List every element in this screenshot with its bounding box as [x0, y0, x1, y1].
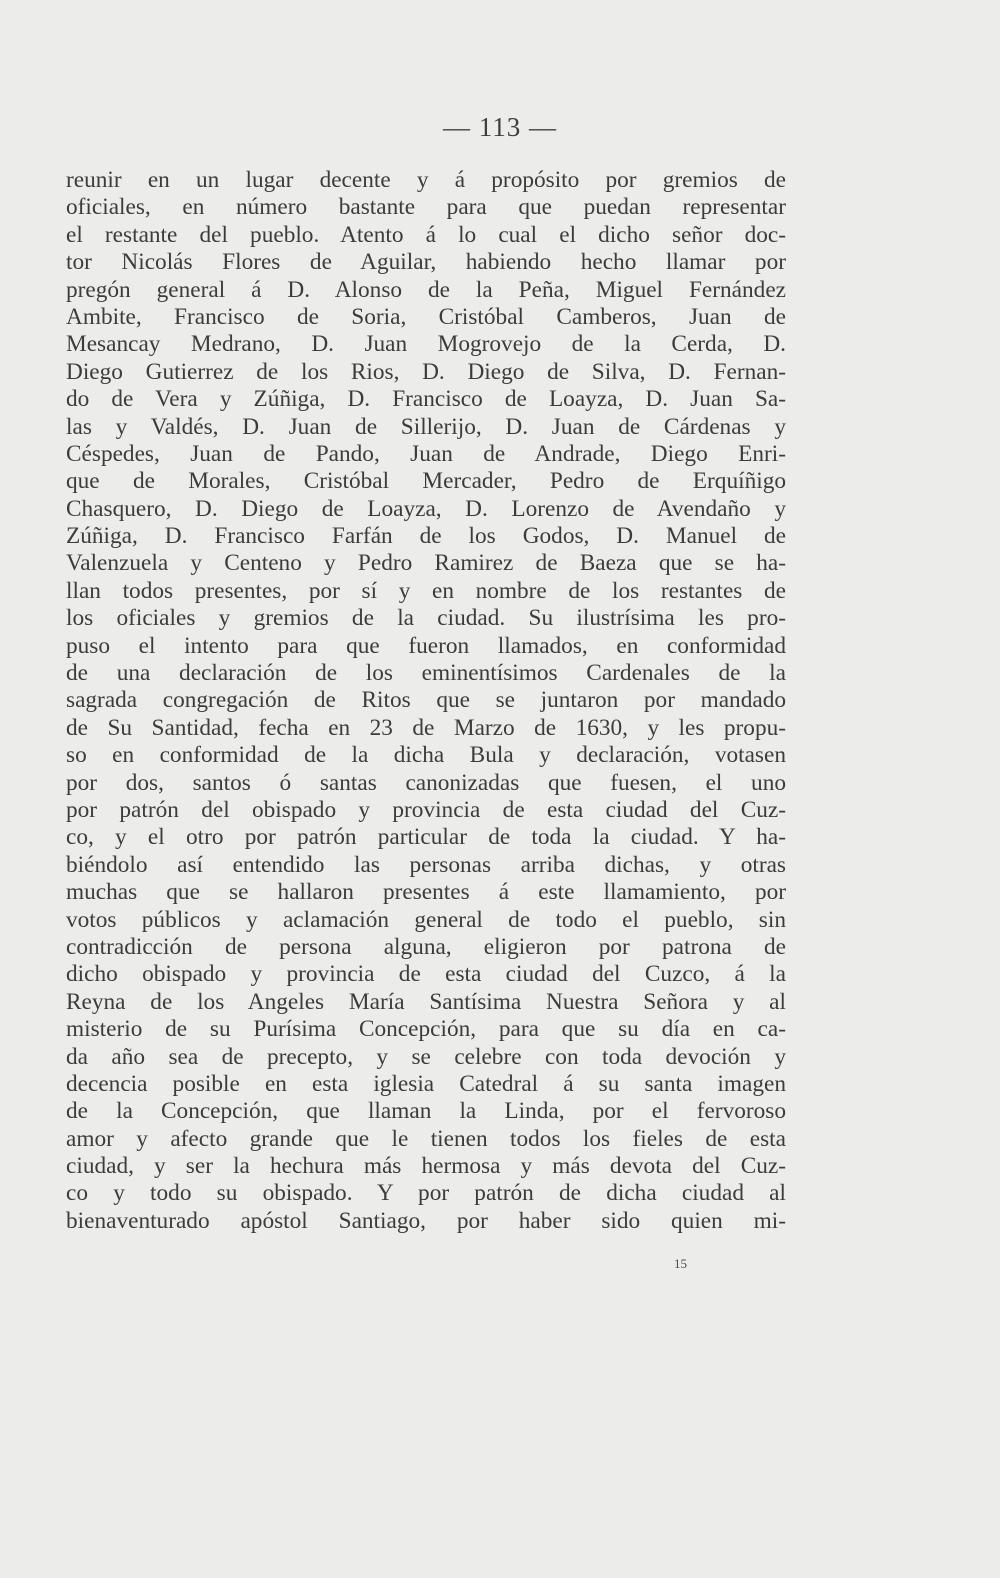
text-line: biéndolo así entendido las personas arriba dichas, y otras	[66, 851, 786, 878]
text-line: Zúñiga, D. Francisco Farfán de los Godos, D. Manuel de	[66, 523, 786, 550]
text-line: Reyna de los Angeles María Santísima Nuestra Señora y al	[66, 988, 786, 1015]
text-line: tor Nicolás Flores de Aguilar, habiendo hecho llamar por	[66, 249, 786, 276]
text-line: Mesancay Medrano, D. Juan Mogrovejo de la Cerda, D.	[66, 331, 786, 358]
text-line: ciudad, y ser la hechura más hermosa y más devota del Cuz-	[66, 1153, 786, 1180]
text-line: las y Valdés, D. Juan de Sillerijo, D. Juan de Cárdenas y	[66, 413, 786, 440]
text-line: Céspedes, Juan de Pando, Juan de Andrade, Diego Enri-	[66, 440, 786, 467]
text-line: sagrada congregación de Ritos que se juntaron por mandado	[66, 687, 786, 714]
text-line: Diego Gutierrez de los Rios, D. Diego de Silva, D. Fernan-	[66, 358, 786, 385]
text-line: Valenzuela y Centeno y Pedro Ramirez de Baeza que se ha-	[66, 550, 786, 577]
text-line: da año sea de precepto, y se celebre con toda devoción y	[66, 1043, 786, 1070]
text-line: por dos, santos ó santas canonizadas que fuesen, el uno	[66, 769, 786, 796]
text-line: contradicción de persona alguna, eligieron por patrona de	[66, 933, 786, 960]
text-line: co, y el otro por patrón particular de toda la ciudad. Y ha-	[66, 824, 786, 851]
text-line: co y todo su obispado. Y por patrón de dicha ciudad al	[66, 1180, 786, 1207]
text-line: de la Concepción, que llaman la Linda, por el fervoroso	[66, 1098, 786, 1125]
text-line: bienaventurado apóstol Santiago, por haber sido quien mi-	[66, 1207, 786, 1234]
text-line: puso el intento para que fueron llamados, en conformidad	[66, 632, 786, 659]
body-text	[66, 167, 786, 1235]
text-line: los oficiales y gremios de la ciudad. Su ilustrísima les pro-	[66, 605, 786, 632]
text-line: de Su Santidad, fecha en 23 de Marzo de 1630, y les propu-	[66, 714, 786, 741]
text-line: oficiales, en número bastante para que puedan representar	[66, 194, 786, 221]
text-line: que de Morales, Cristóbal Mercader, Pedro de Erquíñigo	[66, 468, 786, 495]
text-line: llan todos presentes, por sí y en nombre de los restantes de	[66, 577, 786, 604]
text-line: amor y afecto grande que le tienen todos los fieles de esta	[66, 1125, 786, 1152]
text-line: reunir en un lugar decente y á propósito por gremios de	[66, 167, 786, 193]
text-line: misterio de su Purísima Concepción, para que su día en ca-	[66, 1016, 786, 1043]
text-line: pregón general á D. Alonso de la Peña, Miguel Fernández	[66, 276, 786, 303]
page-number-header: — 113 —	[443, 112, 557, 142]
text-line: el restante del pueblo. Atento á lo cual el dicho señor doc-	[66, 221, 786, 248]
text-line: decencia posible en esta iglesia Catedral á su santa imagen	[66, 1070, 786, 1097]
text-line: so en conformidad de la dicha Bula y declaración, votasen	[66, 742, 786, 769]
text-line: por patrón del obispado y provincia de esta ciudad del Cuz-	[66, 796, 786, 823]
text-line: muchas que se hallaron presentes á este llamamiento, por	[66, 879, 786, 906]
text-line: votos públicos y aclamación general de todo el pueblo, sin	[66, 906, 786, 933]
text-line: Ambite, Francisco de Soria, Cristóbal Camberos, Juan de	[66, 303, 786, 330]
text-line: de una declaración de los eminentísimos Cardenales de la	[66, 660, 786, 687]
text-line: Chasquero, D. Diego de Loayza, D. Lorenzo de Avendaño y	[66, 495, 786, 522]
text-line: dicho obispado y provincia de esta ciudad del Cuzco, á la	[66, 961, 786, 988]
signature-mark: 15	[674, 1256, 687, 1271]
text-line: do de Vera y Zúñiga, D. Francisco de Loayza, D. Juan Sa-	[66, 386, 786, 413]
